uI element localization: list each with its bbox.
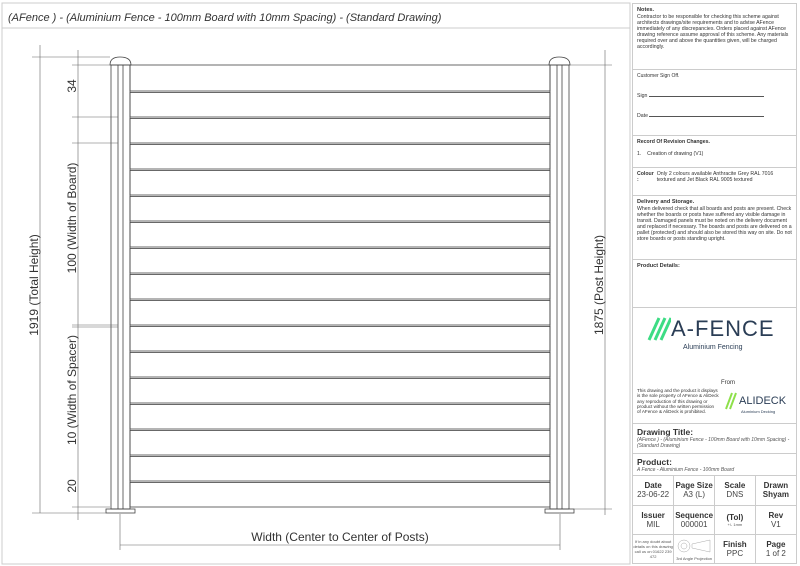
alideck-logo-text: ALIDECK: [739, 395, 787, 407]
fence-board: [130, 457, 550, 482]
sequence-value: 000001: [680, 519, 708, 529]
page-header: Page: [766, 540, 786, 550]
drawing-title: (AFence ) - (Aluminium Fence - 100mm Board with 10mm Spacing) - (Standard Drawing): [8, 12, 442, 24]
sequence-header: Sequence: [675, 510, 714, 520]
revision-text: Creation of drawing (V1): [647, 151, 704, 157]
fence-board: [130, 405, 550, 430]
drawing-title-text: (AFence ) - (Aluminium Fence - 100mm Board with 10mm Spacing) - (Standard Drawing): [637, 437, 790, 449]
notes-text: Contractor to be responsible for checking this scheme against architects drawings/site requirements and to advise AFence immediately of any discrepancies. Orders placed against AFence drawing reference assume approval of this scheme. Any materials required over and above the quantities given, will be charged accordingly.: [637, 14, 789, 50]
afence-logo-text: A-FENCE: [671, 316, 775, 341]
fence-board: [130, 327, 550, 352]
fence-board: [130, 171, 550, 196]
date-header: Date: [644, 481, 662, 491]
tolerance-header: (Tol): [726, 512, 744, 522]
sign-label: Sign: [637, 93, 648, 99]
projection-label: 3rd Angle Projection: [676, 555, 713, 561]
page-size-header: Page Size: [675, 481, 713, 491]
page-value: 1 of 2: [765, 549, 786, 559]
title-block: [632, 3, 797, 564]
fence-board: [130, 301, 550, 326]
info-table: [633, 476, 796, 564]
from-label: From: [721, 380, 735, 386]
bottom-gap-label: 20: [65, 479, 79, 493]
colour-label: Colour :: [637, 171, 654, 183]
afence-subtitle: Aluminium Fencing: [683, 344, 743, 351]
alideck-subtitle: Aluminium Decking: [741, 409, 776, 414]
property-notice: This drawing and the product it displays is the sole property of AFence & AliDeck any reproduction of this drawing or product without the written permission of AFence & AliDeck is prohibited.: [637, 388, 719, 415]
post-height-label: 1875 (Post Height): [592, 234, 606, 336]
board-width-label: 100 (Width of Board): [65, 162, 79, 274]
delivery-heading: Delivery and Storage.: [637, 199, 695, 205]
fence-board: [130, 353, 550, 378]
date-field[interactable]: [649, 116, 764, 117]
drawing-title-heading: Drawing Title:: [637, 427, 694, 437]
rev-header: Rev: [768, 510, 784, 520]
colour-text: Only 2 colours available Anthracite Grey RAL 7016 textured and Jet Black RAL 9005 textured: [656, 171, 774, 183]
rev-value: V1: [770, 519, 781, 529]
fence-board: [130, 431, 550, 456]
date-value: 23-06-22: [637, 490, 670, 500]
drawn-value: Shyam: [762, 490, 789, 500]
fence-board: [130, 483, 550, 508]
fence-board: [130, 249, 550, 274]
product-text: A Fence - Aluminium Fence - 100mm Board: [637, 467, 735, 473]
sign-field[interactable]: [649, 96, 764, 97]
tolerance-value: +/- 1mm: [727, 521, 743, 527]
fence-board: [130, 119, 550, 144]
product-heading: Product:: [637, 457, 672, 467]
alideck-logo: [725, 392, 786, 410]
date-label: Date: [637, 113, 648, 119]
fence-board: [130, 145, 550, 170]
revision-number: 1.: [637, 151, 642, 157]
drawn-header: Drawn: [763, 481, 789, 491]
right-post: [545, 57, 574, 513]
scale-value: DNS: [726, 490, 744, 500]
fence-board: [130, 275, 550, 300]
afence-logo: [647, 316, 775, 342]
top-gap-label: 34: [65, 79, 79, 93]
product-details-heading: Product Details:: [637, 263, 680, 269]
signoff-heading: Customer Sign Off.: [637, 73, 680, 79]
issuer-value: MIL: [646, 519, 660, 529]
doubt-notice: If in any doubt about details on this drawing call us on 01622 239 472: [633, 539, 673, 560]
scale-header: Scale: [724, 481, 746, 491]
width-label: Width (Center to Center of Posts): [251, 530, 429, 544]
spacer-width-label: 10 (Width of Spacer): [65, 334, 79, 446]
fence-board: [130, 93, 550, 118]
page-size-value: A3 (L): [683, 490, 706, 500]
fence-board: [130, 65, 550, 91]
fence-board: [130, 197, 550, 222]
finish-value: PPC: [726, 549, 744, 559]
finish-header: Finish: [723, 540, 747, 550]
notes-heading: Notes.: [637, 7, 655, 13]
issuer-header: Issuer: [641, 510, 665, 520]
left-post: [106, 57, 135, 513]
delivery-text: When delivered check that all boards and posts are present. Check whether the boards or posts have suffered any visible damage in transit. Damaged panels must be noted on the delivery document and replaced if necessary. The boards and posts are delivered on a pallet (protected) and should also be stored this way on site. Do not store boards or posts standing upright.: [637, 206, 792, 242]
fence-board: [130, 223, 550, 248]
fence-board: [130, 379, 550, 404]
revision-heading: Record Of Revision Changes.: [637, 139, 710, 145]
projection-icon: [676, 538, 712, 554]
total-height-label: 1919 (Total Height): [27, 234, 41, 336]
